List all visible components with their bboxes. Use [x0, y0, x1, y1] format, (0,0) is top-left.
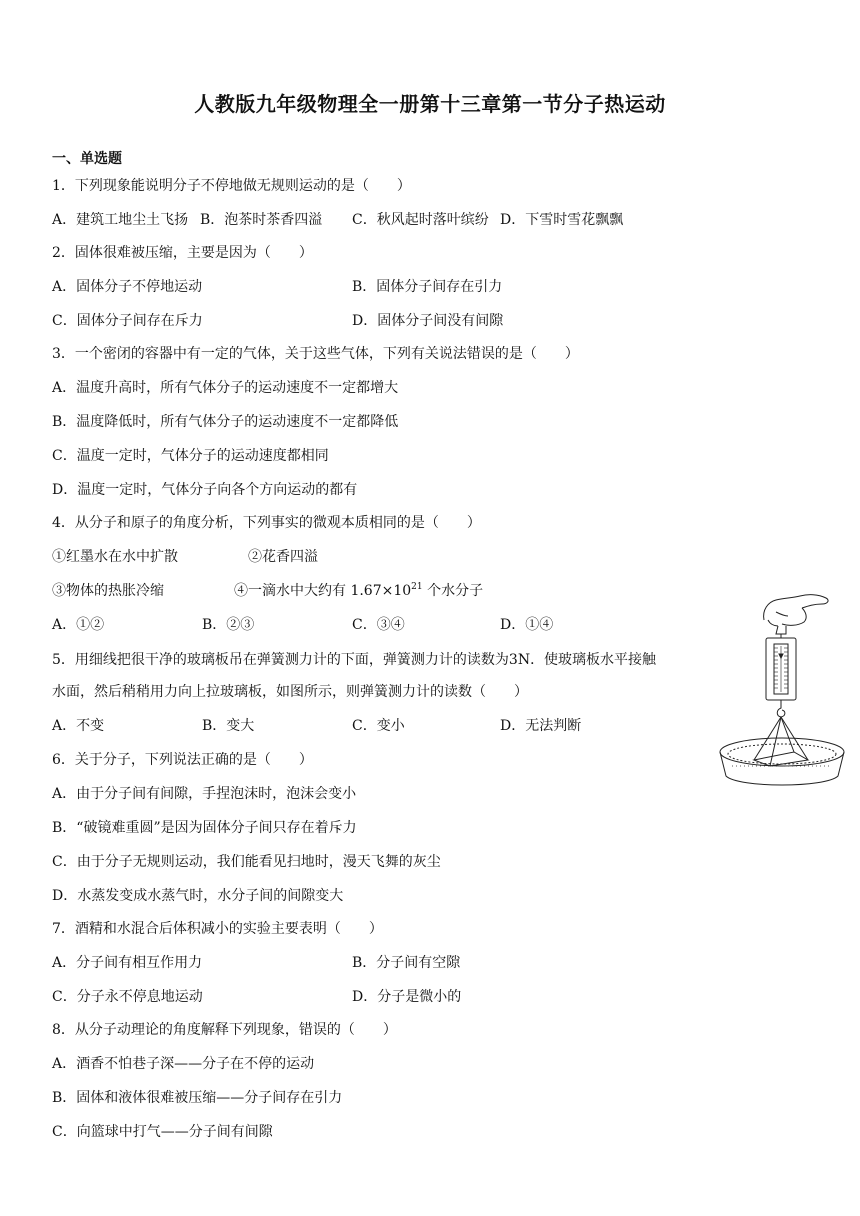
q4-fact-4-suffix: 个水分子 [422, 583, 484, 599]
q8-option-b: B．固体和液体很难被压缩——分子间存在引力 [52, 1090, 343, 1106]
q7-option-c: C．分子永不停息地运动 [52, 989, 203, 1005]
q7-option-b: B．分子间有空隙 [352, 955, 461, 971]
spring-scale-figure [718, 590, 850, 795]
q6-option-d: D．水蒸发变成水蒸气时，水分子间的间隙变大 [52, 888, 344, 904]
q7-option-d: D．分子是微小的 [352, 989, 462, 1005]
q2-option-c: C．固体分子间存在斥力 [52, 313, 203, 329]
q4-option-d: D．①④ [500, 617, 554, 633]
q6-option-b: B．“破镜难重圆”是因为固体分子间只存在着斥力 [52, 820, 357, 836]
q3-option-d: D．温度一定时，气体分子向各个方向运动的都有 [52, 482, 358, 498]
q2-option-b: B．固体分子间存在引力 [352, 279, 503, 295]
q4-fact-3: ③物体的热胀冷缩 [52, 583, 164, 599]
question-1-stem: 1．下列现象能说明分子不停地做无规则运动的是（ ） [52, 178, 411, 194]
hand-icon [764, 595, 828, 634]
water-basin-icon [720, 738, 844, 785]
q4-fact-4-exponent: 21 [411, 582, 423, 592]
q7-option-a: A．分子间有相互作用力 [52, 955, 203, 971]
q5-option-c: C．变小 [352, 718, 405, 734]
question-3-stem: 3．一个密闭的容器中有一定的气体，关于这些气体，下列有关说法错误的是（ ） [52, 346, 579, 362]
q1-option-d: D．下雪时雪花飘飘 [500, 212, 624, 228]
q8-option-c: C．向篮球中打气——分子间有间隙 [52, 1124, 273, 1140]
q3-option-b: B．温度降低时，所有气体分子的运动速度不一定都降低 [52, 414, 399, 430]
q1-option-b: B．泡茶时茶香四溢 [200, 212, 323, 228]
q1-option-a: A．建筑工地尘土飞扬 [52, 212, 189, 228]
q3-option-c: C．温度一定时，气体分子的运动速度都相同 [52, 448, 329, 464]
question-8-stem: 8．从分子动理论的角度解释下列现象，错误的（ ） [52, 1022, 397, 1038]
page-title: 人教版九年级物理全一册第十三章第一节分子热运动 [194, 92, 666, 116]
q4-fact-4 [234, 581, 483, 601]
q8-option-a: A．酒香不怕巷子深——分子在不停的运动 [52, 1056, 315, 1072]
q5-option-a: A．不变 [52, 718, 105, 734]
question-5-stem-line-1: 5．用细线把很干净的玻璃板吊在弹簧测力计的下面，弹簧测力计的读数为3N．使玻璃板水平接触 [52, 652, 657, 668]
spring-scale-icon [766, 638, 796, 700]
question-6-stem: 6．关于分子，下列说法正确的是（ ） [52, 752, 313, 768]
question-4-stem: 4．从分子和原子的角度分析，下列事实的微观本质相同的是（ ） [52, 515, 481, 531]
q5-option-d: D．无法判断 [500, 718, 582, 734]
q6-option-a: A．由于分子间有间隙，手捏泡沫时，泡沫会变小 [52, 786, 357, 802]
question-7-stem: 7．酒精和水混合后体积减小的实验主要表明（ ） [52, 921, 383, 937]
section-heading: 一、单选题 [52, 151, 122, 167]
q4-option-b: B．②③ [202, 617, 255, 633]
q2-option-d: D．固体分子间没有间隙 [352, 313, 504, 329]
question-5-stem-line-2: 水面，然后稍稍用力向上拉玻璃板，如图所示，则弹簧测力计的读数（ ） [52, 684, 528, 700]
q4-option-c: C．③④ [352, 617, 405, 633]
q1-option-c: C．秋风起时落叶缤纷 [352, 212, 489, 228]
q4-fact-4-text: ④一滴水中大约有 1.67×10 [234, 583, 412, 599]
q2-option-a: A．固体分子不停地运动 [52, 279, 203, 295]
q4-fact-1: ①红墨水在水中扩散 [52, 549, 178, 565]
q4-option-a: A．①② [52, 617, 105, 633]
question-2-stem: 2．固体很难被压缩，主要是因为（ ） [52, 245, 313, 261]
q4-fact-2: ②花香四溢 [248, 549, 318, 565]
q6-option-c: C．由于分子无规则运动，我们能看见扫地时，漫天飞舞的灰尘 [52, 854, 441, 870]
q5-option-b: B．变大 [202, 718, 255, 734]
q3-option-a: A．温度升高时，所有气体分子的运动速度不一定都增大 [52, 380, 399, 396]
